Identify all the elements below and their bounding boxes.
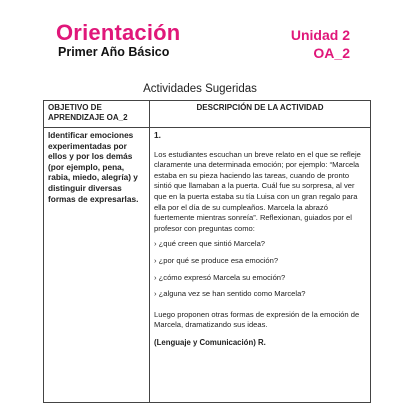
activity-closing: Luego proponen otras formas de expresión de la emoción de Marcela, dramatizando sus ideas. [154,309,360,330]
document-title: Orientación [56,20,181,45]
question-item: › ¿cómo expresó Marcela su emoción? [154,272,286,282]
page-header [0,0,400,70]
grade-subtitle: Primer Año Básico [58,45,170,59]
description-cell [150,128,371,403]
activity-number: 1. [154,130,161,140]
section-title: Actividades Sugeridas [143,83,257,95]
question-item: › ¿qué creen que sintió Marcela? [154,239,266,249]
objective-cell: Identificar emociones experimentadas por ellos y por los demás (por ejemplo, pena, rabia, miedo, alegría) y distinguir diversas formas de expresarlas. [44,128,150,403]
unit-label: Unidad 2 [290,27,350,43]
activity-table [43,100,371,403]
question-item: › ¿alguna vez se han sentido como Marcela? [154,289,306,299]
activity-intro: Los estudiantes escuchan un breve relato en el que se refleje claramente una determinada emoción; por ejemplo: “Marcela estaba en su pieza haciendo las tareas, cuando de pronto sintió que llamaban a la puerta. Cuál fue su sorpresa, al ver que en la puerta estaba su tía Luisa con un gran regalo para ella por el día de su cumpleaños. Marcela la abrazó fuertemente mientras sonreía”. Reflexionan, guiados por el profesor con preguntas como: [154,149,361,233]
question-item: › ¿por qué se produce esa emoción? [154,255,279,265]
subject-reference: (Lenguaje y Comunicación) R. [154,337,266,347]
oa-code-label: OA_2 [313,45,350,61]
description-column-header: DESCRIPCIÓN DE LA ACTIVIDAD [150,101,371,128]
table-row [44,128,371,403]
table-header-row [44,101,371,128]
objective-column-header: OBJETIVO DE APRENDIZAJE OA_2 [44,101,150,128]
